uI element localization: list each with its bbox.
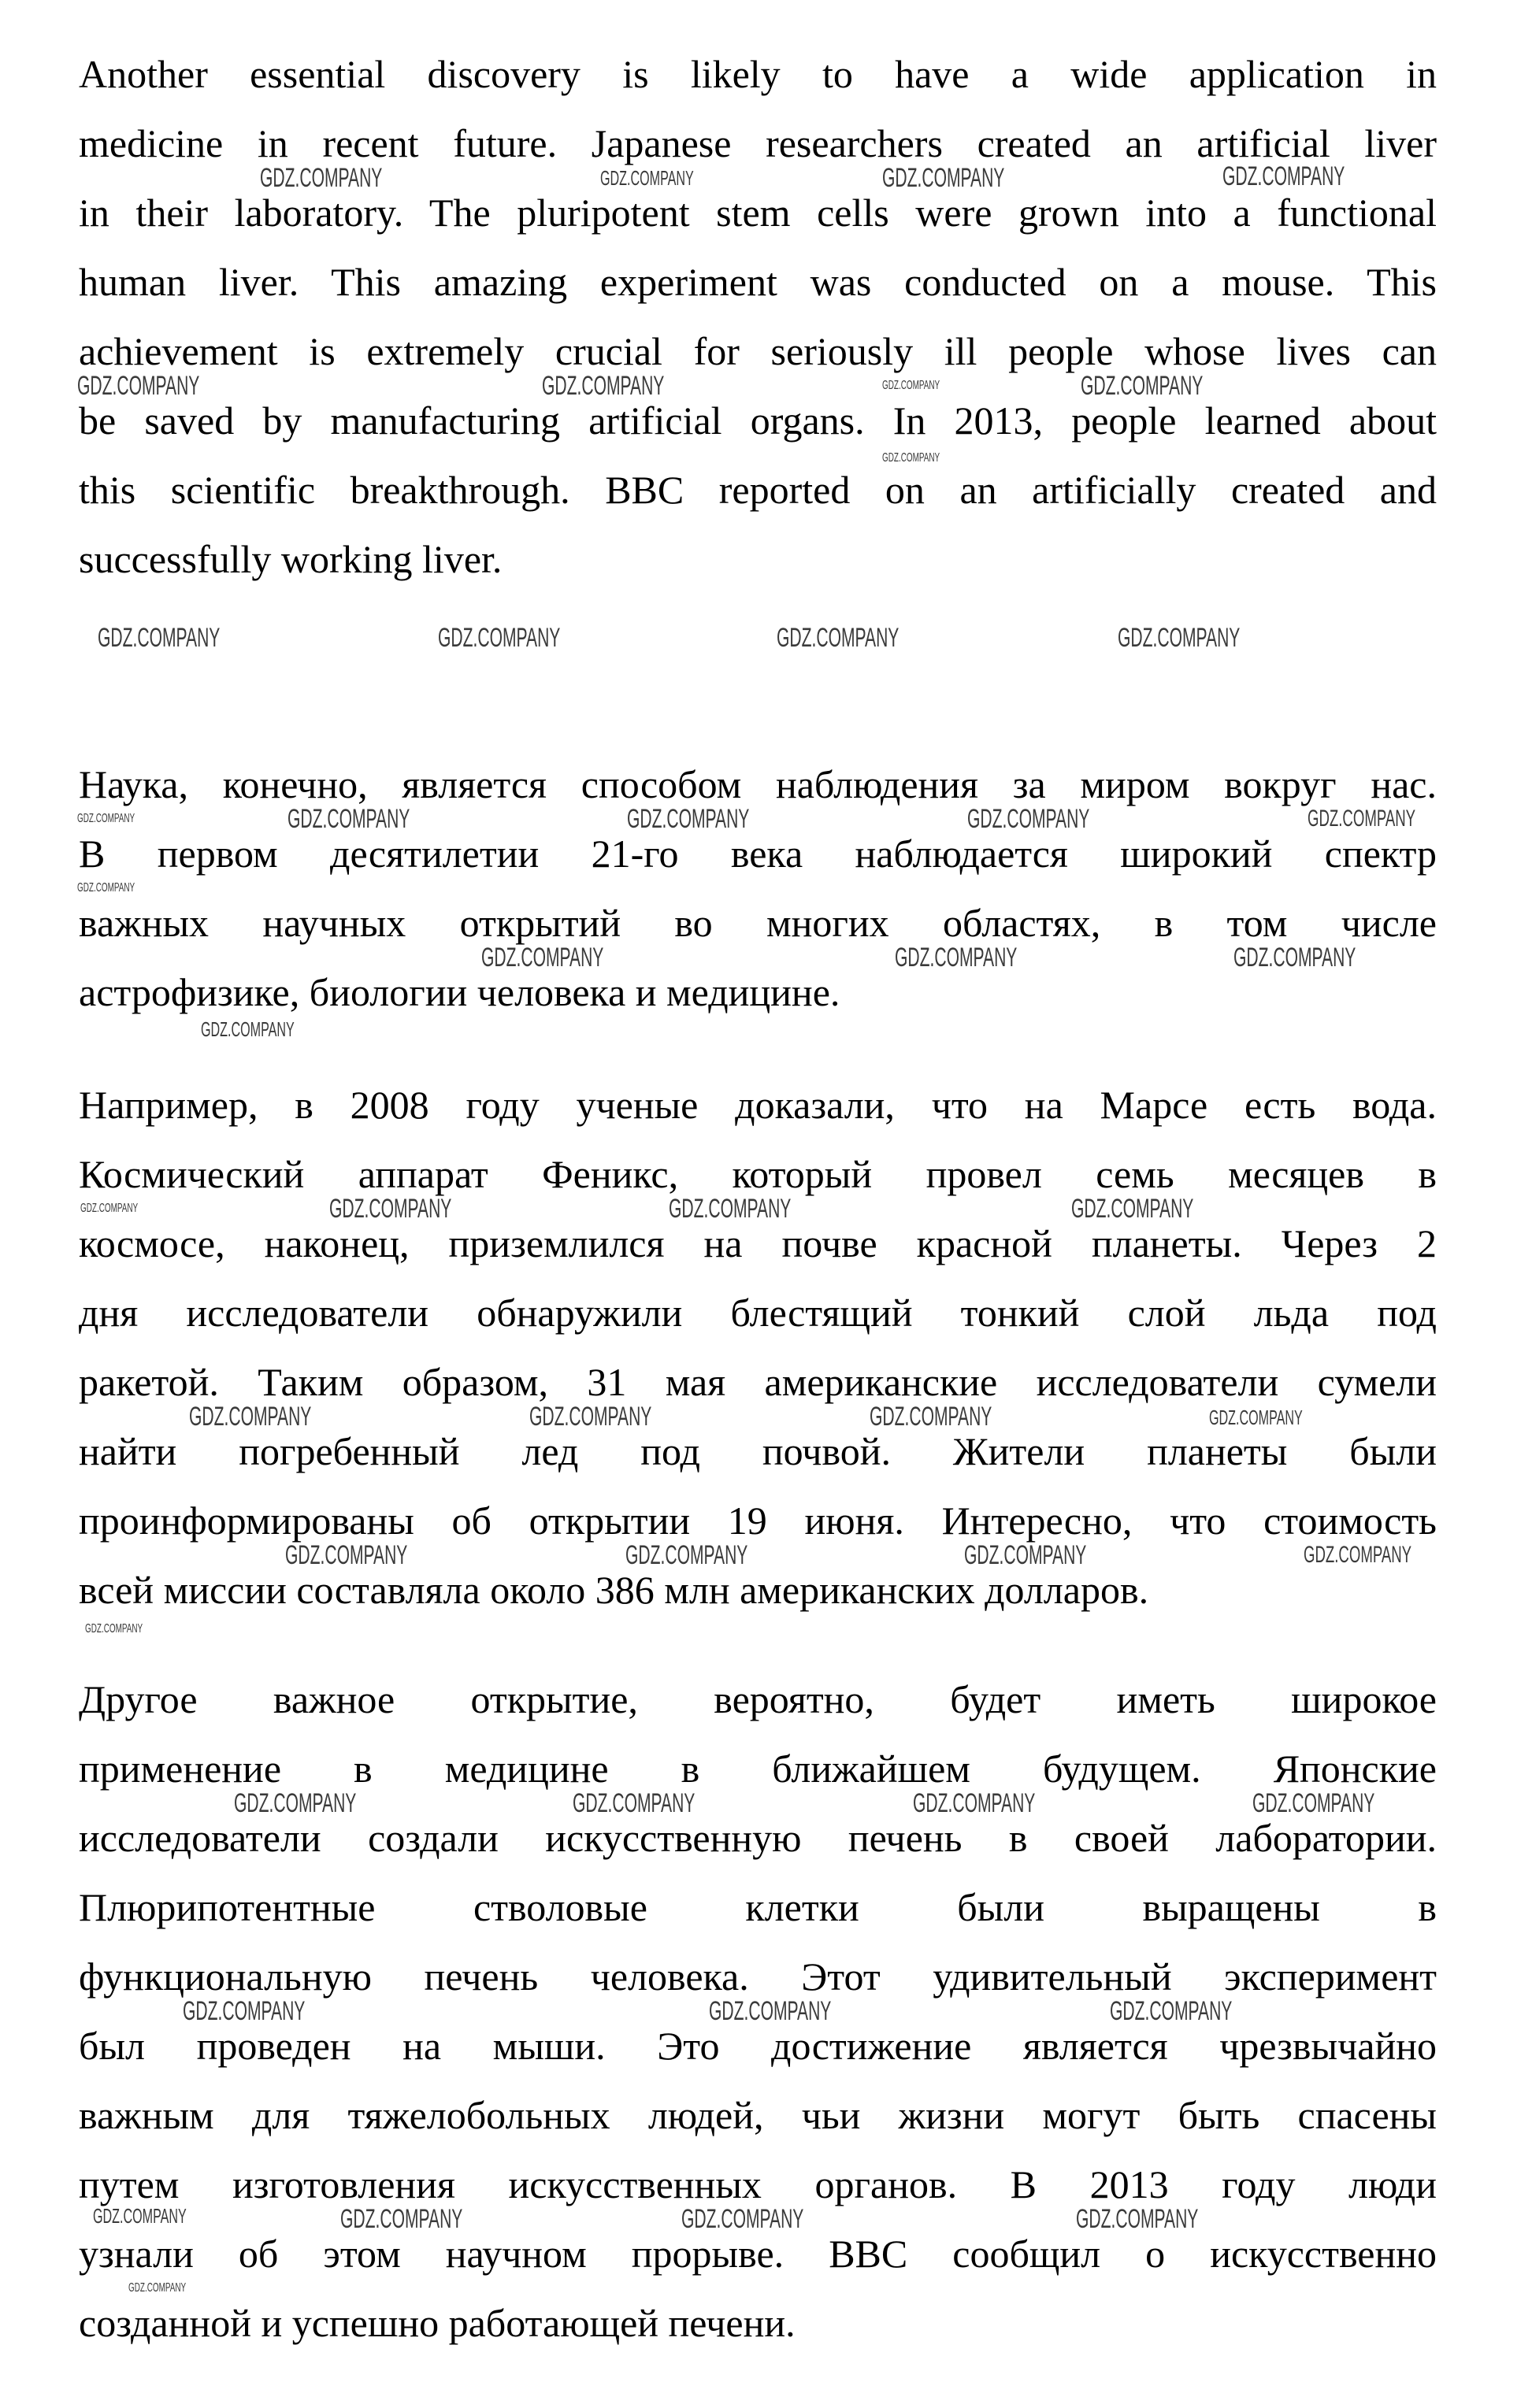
watermark: GDZ.COMPANY [438,623,561,653]
watermark: GDZ.COMPANY [669,1194,792,1224]
watermark: GDZ.COMPANY [709,1996,832,2026]
watermark: GDZ.COMPANY [1304,1542,1412,1568]
text-line: важных научных открытий во многих областях, в том числе [79,901,1437,945]
watermark: GDZ.COMPANY [625,1540,748,1570]
watermark: GDZ.COMPANY [882,163,1005,193]
watermark: GDZ.COMPANY [77,371,200,401]
watermark: GDZ.COMPANY [895,943,1018,972]
watermark: GDZ.COMPANY [285,1540,408,1570]
watermark: GDZ.COMPANY [964,1540,1087,1570]
watermark: GDZ.COMPANY [1118,623,1241,653]
text-line: be saved by manufacturing artificial organs. In 2013, people learned about [79,398,1437,443]
text-line: medicine in recent future. Japanese researchers created an artificial liver [79,121,1437,165]
watermark: GDZ.COMPANY [882,451,940,465]
text-line: созданной и успешно работающей печени. [79,2301,796,2345]
watermark: GDZ.COMPANY [913,1788,1036,1818]
text-line: важным для тяжелобольных людей, чьи жизни могут быть спасены [79,2093,1437,2137]
watermark: GDZ.COMPANY [1071,1194,1194,1224]
watermark: GDZ.COMPANY [882,379,940,392]
text-line: Another essential discovery is likely to have a wide application in [79,52,1437,96]
watermark: GDZ.COMPANY [93,2204,187,2228]
watermark: GDZ.COMPANY [681,2204,804,2234]
watermark: GDZ.COMPANY [287,804,410,834]
watermark: GDZ.COMPANY [77,812,135,825]
text-line: Наука, конечно, является способом наблюдения за миром вокруг нас. [79,762,1437,806]
text-line: найти погребенный лед под почвой. Жители планеты были [79,1429,1437,1473]
watermark: GDZ.COMPANY [573,1788,696,1818]
text-line: всей миссии составляла около 386 млн американских долларов. [79,1568,1149,1612]
watermark: GDZ.COMPANY [1252,1788,1375,1818]
watermark: GDZ.COMPANY [260,163,383,193]
watermark: GDZ.COMPANY [529,1402,652,1432]
watermark: GDZ.COMPANY [1308,806,1416,832]
text-line: В первом десятилетии 21-го века наблюдается широкий спектр [79,832,1437,876]
watermark: GDZ.COMPANY [1233,943,1356,972]
text-line: this scientific breakthrough. BBC reported on an artificially created and [79,468,1437,512]
watermark: GDZ.COMPANY [600,166,694,190]
text-line: проинформированы об открытии 19 июня. Интересно, что стоимость [79,1499,1437,1543]
watermark: GDZ.COMPANY [1222,161,1345,191]
watermark: GDZ.COMPANY [542,371,665,401]
text-line: Например, в 2008 году ученые доказали, что на Марсе есть вода. [79,1083,1437,1127]
watermark: GDZ.COMPANY [340,2204,463,2234]
text-line: узнали об этом научном прорыве. BBC сообщил о искусственно [79,2232,1437,2276]
watermark: GDZ.COMPANY [128,2281,187,2295]
watermark: GDZ.COMPANY [77,881,135,895]
text-line: Другое важное открытие, вероятно, будет иметь широкое [79,1677,1437,1721]
text-line: астрофизике, биологии человека и медицине. [79,970,840,1014]
text-line: функциональную печень человека. Этот удивительный эксперимент [79,1954,1437,1999]
watermark: GDZ.COMPANY [329,1194,452,1224]
watermark: GDZ.COMPANY [1081,371,1204,401]
watermark: GDZ.COMPANY [183,1996,306,2026]
watermark: GDZ.COMPANY [777,623,900,653]
watermark: GDZ.COMPANY [627,804,750,834]
text-line: human liver. This amazing experiment was conducted on a mouse. This [79,260,1437,304]
text-line: Космический аппарат Феникс, который провел семь месяцев в [79,1152,1437,1196]
watermark: GDZ.COMPANY [481,943,604,972]
watermark: GDZ.COMPANY [80,1202,139,1215]
text-line: был проведен на мыши. Это достижение является чрезвычайно [79,2024,1437,2068]
watermark: GDZ.COMPANY [1209,1406,1303,1429]
watermark: GDZ.COMPANY [85,1622,143,1636]
text-line: исследователи создали искусственную печень в своей лаборатории. [79,1816,1437,1860]
text-line: дня исследователи обнаружили блестящий тонкий слой льда под [79,1291,1437,1335]
watermark: GDZ.COMPANY [234,1788,357,1818]
watermark: GDZ.COMPANY [189,1402,312,1432]
watermark: GDZ.COMPANY [201,1017,295,1041]
watermark: GDZ.COMPANY [1076,2204,1199,2234]
text-line: Плюрипотентные стволовые клетки были выращены в [79,1885,1437,1929]
text-line: achievement is extremely crucial for seriously ill people whose lives can [79,329,1437,373]
text-line: применение в медицине в ближайшем будущем. Японские [79,1747,1437,1791]
text-line: ракетой. Таким образом, 31 мая американские исследователи сумели [79,1360,1437,1404]
text-line: in their laboratory. The pluripotent stem cells were grown into a functional [79,191,1437,235]
watermark: GDZ.COMPANY [870,1402,992,1432]
text-line: successfully working liver. [79,537,503,581]
watermark: GDZ.COMPANY [1110,1996,1233,2026]
text-line: путем изготовления искусственных органов. В 2013 году люди [79,2162,1437,2206]
watermark: GDZ.COMPANY [98,623,221,653]
text-line: космосе, наконец, приземлился на почве красной планеты. Через 2 [79,1221,1437,1265]
watermark: GDZ.COMPANY [967,804,1090,834]
